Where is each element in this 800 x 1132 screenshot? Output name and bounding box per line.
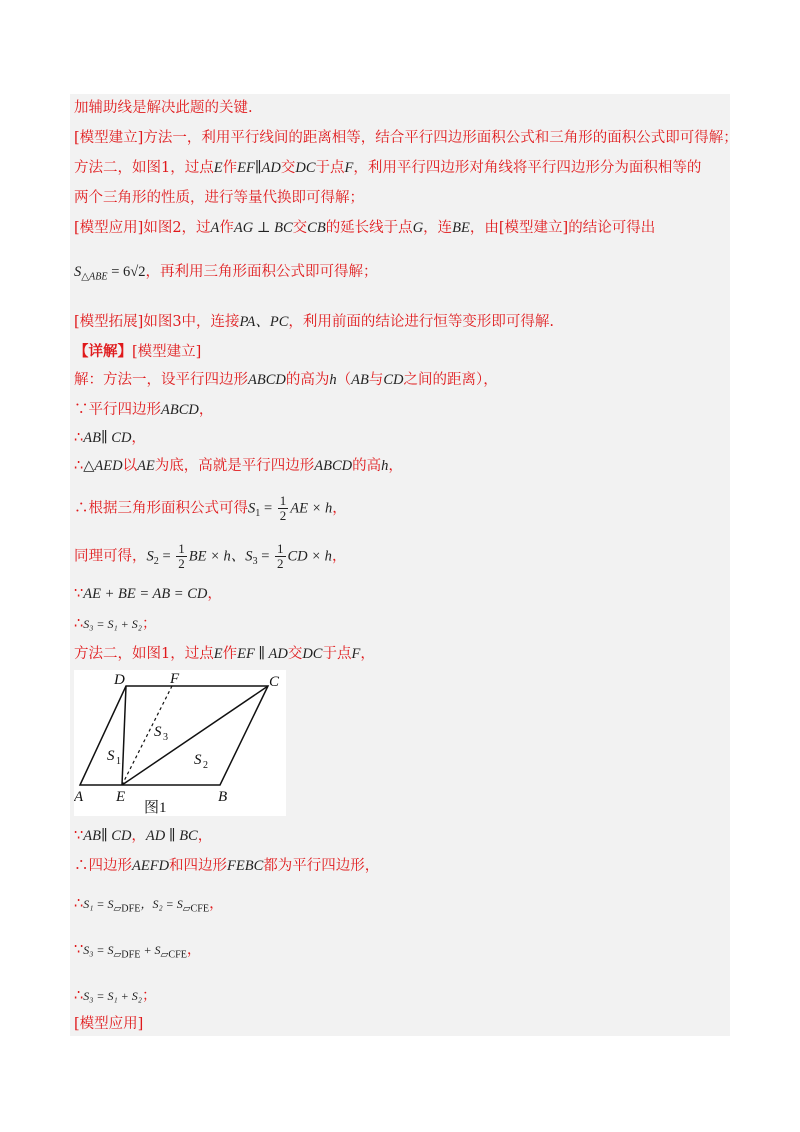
- label-b: B: [218, 789, 228, 805]
- label-a: A: [74, 789, 84, 805]
- text-line-9: 解：方法一，设平行四边形ABCD的高为h（AB与CD之间的距离），: [74, 372, 498, 388]
- text-line-1: 加辅助线是解决此题的关键.: [74, 100, 253, 116]
- label-s1: S: [107, 748, 115, 764]
- text-line-11: ∴AB∥ CD，: [74, 430, 146, 446]
- fraction-half: $\frac{1}{2}$: [277, 541, 284, 571]
- label-s1-sub: 1: [116, 756, 121, 767]
- label-s2-sub: 2: [203, 760, 208, 771]
- label-d: D: [114, 672, 125, 688]
- text-line-19: ∴四边形AEFD和四边形FEBC都为平行四边形，: [74, 858, 380, 874]
- text-line-15: ∵AE + BE = AB = CD，: [74, 586, 222, 602]
- parallelogram-figure: [74, 670, 286, 816]
- label-s3: S: [154, 724, 162, 740]
- fraction-half: $\frac{1}{2}$: [279, 493, 287, 523]
- text-line-16: ∴S₃ = S₁ + S₂；: [74, 616, 157, 632]
- text-line-20: ∴S₁ = $S_{▱DFE}$，$S_2 = S_{▱CFE}$，: [74, 896, 224, 915]
- figure-caption: 图1: [144, 800, 167, 816]
- label-s3-sub: 3: [163, 732, 168, 743]
- text-line-6: $S_{\triangle ABE} = 6√2$，再利用三角形面积公式即可得解；: [74, 264, 378, 283]
- label-s2: S: [194, 752, 202, 768]
- text-line-22: ∴S₃ = S₁ + S₂；: [74, 988, 157, 1004]
- text-line-14: 同理可得，$S_2$ = $\frac{1}{2}$ BE × h、$S_3$ = $\frac{1}{2}$ CD × h，: [74, 541, 347, 571]
- text-line-18: ∵AB∥ CD，AD ∥ BC，: [74, 828, 213, 844]
- label-c: C: [269, 674, 280, 690]
- text-line-8: 【详解】[模型建立]: [74, 343, 202, 360]
- text-line-7: [模型拓展]如图3中，连接PA、PC，利用前面的结论进行恒等变形即可得解.: [74, 314, 555, 330]
- text-line-12: ∴△AED以AE为底，高就是平行四边形ABCD的高h，: [74, 458, 403, 474]
- text-line-3: 方法二，如图1，过点E作EF∥AD交DC于点F，利用平行四边形对角线将平行四边形分为面积相等的: [74, 160, 702, 176]
- figure-background: [74, 670, 286, 816]
- text-line-23: [模型应用]: [74, 1016, 144, 1032]
- text-line-21: ∵S₃ = $S_{▱DFE} + S_{▱CFE}$，: [74, 942, 202, 961]
- text-line-2: [模型建立]方法一，利用平行线间的距离相等，结合平行四边形面积公式和三角形的面积公式即可得解；: [74, 130, 738, 146]
- text-line-13: ∴根据三角形面积公式可得$S_1$ = $\frac{1}{2}$ AE × h，: [74, 493, 347, 523]
- text-line-4: 两个三角形的性质，进行等量代换即可得解；: [74, 190, 364, 206]
- label-f: F: [170, 671, 180, 687]
- text-line-5: [模型应用]如图2，过A作AG ⊥ BC交CB的延长线于点G，连BE，由[模型建立]的结论可得出: [74, 220, 656, 236]
- text-line-10: ∵平行四边形ABCD，: [74, 402, 214, 418]
- label-e: E: [116, 789, 126, 805]
- fraction-half: $\frac{1}{2}$: [178, 541, 185, 571]
- text-line-17: 方法二，如图1，过点E作EF ∥ AD交DC于点F，: [74, 646, 375, 662]
